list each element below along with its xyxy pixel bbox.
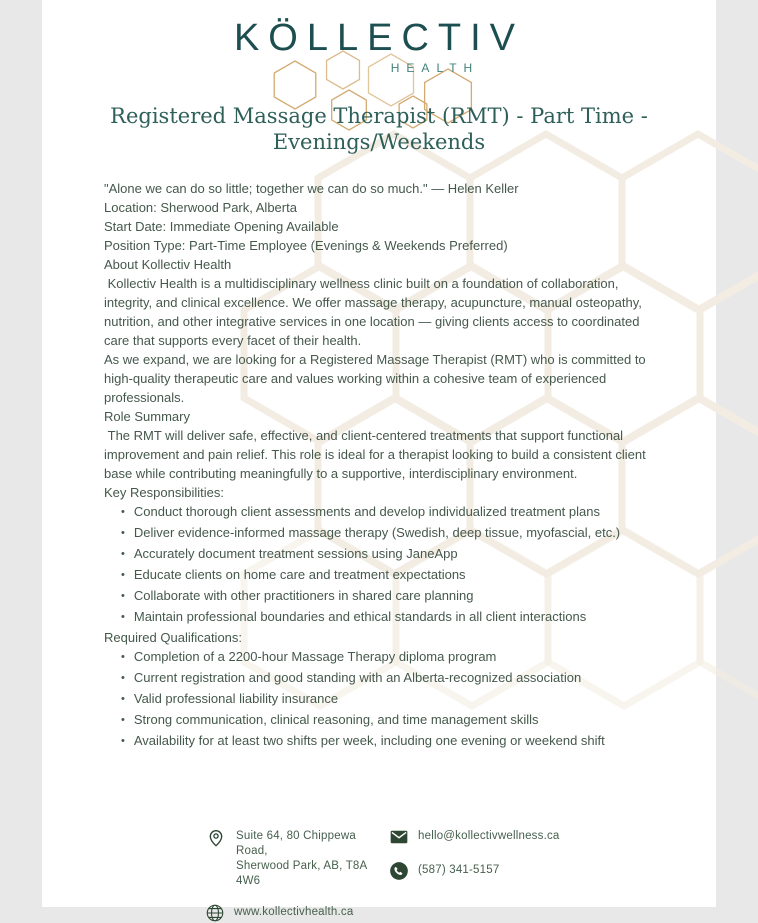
address-row [205, 826, 377, 889]
bullet-item: • Accurately document treatment sessions using JaneApp [121, 544, 664, 565]
footer-left-column [205, 826, 377, 923]
bullet-item: • Current registration and good standing with an Alberta-recognized association [121, 668, 664, 689]
bullet-item: • Valid professional liability insurance [121, 689, 664, 710]
bullet-item: • Completion of a 2200-hour Massage Therapy diploma program [121, 647, 664, 668]
text-line: Position Type: Part-Time Employee (Evenings & Weekends Preferred) [104, 238, 508, 253]
brand-logo [42, 0, 716, 75]
job-body [104, 179, 664, 752]
email-text: hello@kollectivwellness.ca [418, 830, 560, 842]
text-line: Start Date: Immediate Opening Available [104, 219, 339, 234]
email-row [389, 826, 560, 847]
phone-text: (587) 341-5157 [418, 864, 500, 876]
text-line: About Kollectiv Health [104, 257, 232, 272]
bullet-list [104, 647, 664, 752]
phone-icon [389, 861, 409, 881]
text-line: Role Summary [104, 409, 190, 424]
address-line2: Sherwood Park, AB, T8A 4W6 [236, 860, 367, 887]
page-title [42, 103, 716, 155]
text-line: Location: Sherwood Park, Alberta [104, 200, 297, 215]
bullet-item: • Collaborate with other practitioners in shared care planning [121, 586, 664, 607]
paragraph: Kollectiv Health is a multidisciplinary wellness clinic built on a foundation of collaboration, integrity, and clinical excellence. We offer massage therapy, acupuncture, manual osteopathy, nutrition, and other integrative services in one location — giving clients access to coordinated care that supports every facet of their health. [104, 276, 646, 348]
paragraph: The RMT will deliver safe, effective, and client-centered treatments that support functional improvement and pain relief. This role is ideal for a therapist looking to build a consistent client base while contributing meaningfully to a supportive, interdisciplinary environment. [104, 428, 650, 481]
text-line: "Alone we can do so little; together we can do so much." — Helen Keller [104, 181, 519, 196]
bullet-item: • Educate clients on home care and treatment expectations [121, 565, 664, 586]
bullet-item: • Conduct thorough client assessments and develop individualized treatment plans [121, 502, 664, 523]
email-icon [389, 827, 409, 847]
logo-wordmark: KÖLLECTIV [233, 17, 525, 59]
page-title-line1: Registered Massage Therapist (RMT) - Part Time - [110, 104, 648, 128]
text-line: Key Responsibilities: [104, 485, 224, 500]
bullet-item: • Strong communication, clinical reasoning, and time management skills [121, 710, 664, 731]
phone-row [389, 860, 560, 881]
bullet-item: • Availability for at least two shifts per week, including one evening or weekend shift [121, 731, 664, 752]
website-text: www.kollectivhealth.ca [234, 906, 354, 918]
logo-subtext: HEALTH [390, 61, 480, 75]
address-line1: Suite 64, 80 Chippewa Road, [236, 830, 356, 857]
bullet-item: • Maintain professional boundaries and ethical standards in all client interactions [121, 607, 664, 628]
bullet-list [104, 502, 664, 628]
globe-icon [205, 903, 225, 923]
paragraph: As we expand, we are looking for a Registered Massage Therapist (RMT) who is committed to high-quality therapeutic care and values working within a cohesive team of experienced professionals. [104, 352, 650, 405]
job-posting-page [42, 0, 716, 918]
bullet-item: • Deliver evidence-informed massage therapy (Swedish, deep tissue, myofascial, etc.) [121, 523, 664, 544]
text-line: Required Qualifications: [104, 630, 243, 645]
footer-right-column [389, 826, 560, 923]
location-pin-icon [205, 826, 227, 848]
address-text [236, 826, 377, 889]
page-title-line2: Evenings/Weekends [272, 130, 486, 154]
contact-footer [205, 826, 560, 923]
website-row [205, 902, 377, 923]
